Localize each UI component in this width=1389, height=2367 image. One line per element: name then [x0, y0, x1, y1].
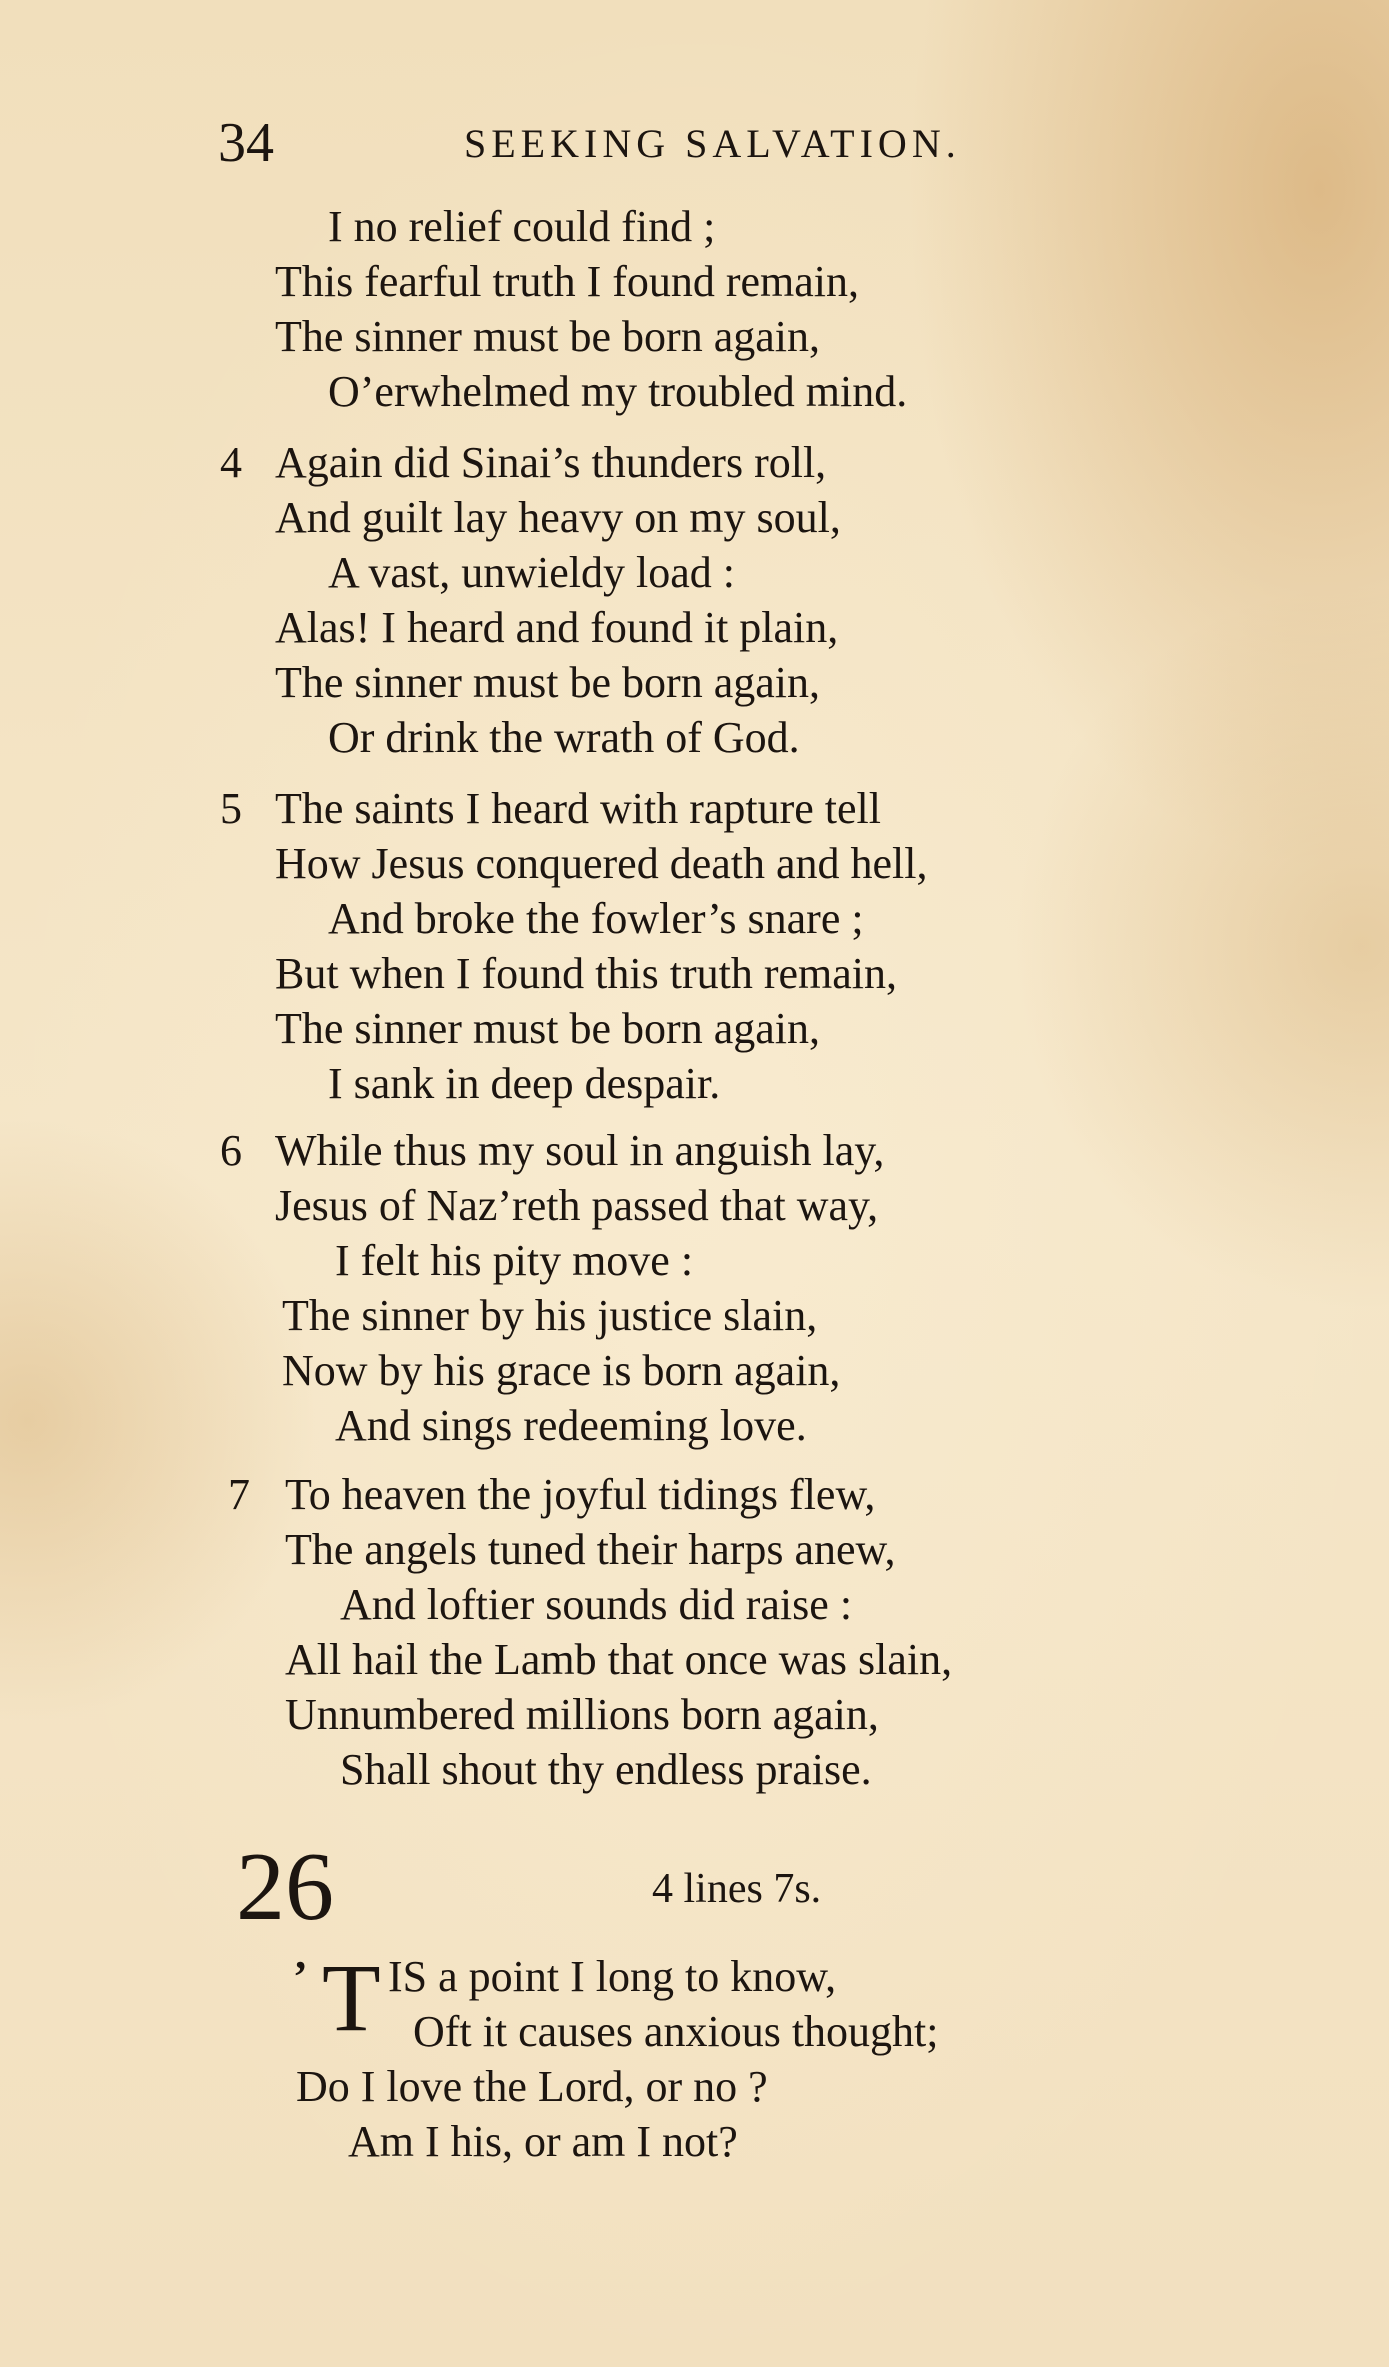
verse-line: To heaven the joyful tidings flew,	[285, 1470, 876, 1519]
running-title: SEEKING SALVATION.	[464, 121, 961, 166]
verse-number: 6	[220, 1126, 242, 1175]
verse-line: And broke the fowler’s snare ;	[328, 894, 864, 943]
verse-line: And guilt lay heavy on my soul,	[275, 493, 841, 542]
verse-line: The sinner by his justice slain,	[282, 1291, 818, 1340]
verse-line: The saints I heard with rapture tell	[275, 784, 882, 833]
verse-line: Unnumbered millions born again,	[285, 1690, 879, 1739]
verse-number: 7	[228, 1470, 250, 1519]
verse-line: Or drink the wrath of God.	[328, 713, 800, 762]
drop-apostrophe: ’	[293, 1952, 308, 2001]
page-header	[218, 108, 1118, 178]
verse-line: All hail the Lamb that once was slain,	[285, 1635, 953, 1684]
verse-line: While thus my soul in anguish lay,	[275, 1126, 885, 1175]
verse-line: Do I love the Lord, or no ?	[296, 2062, 768, 2111]
verse-line: I no relief could find ;	[328, 202, 716, 251]
verse-line: Oft it causes anxious thought;	[413, 2007, 939, 2056]
verse-number: 4	[220, 438, 242, 487]
verse-line: The sinner must be born again,	[275, 1004, 820, 1053]
verse-line: IS a point I long to know,	[388, 1952, 837, 2001]
hymn-meter: 4 lines 7s.	[652, 1866, 822, 1912]
verse-line: Alas! I heard and found it plain,	[275, 603, 839, 652]
verse-line: Again did Sinai’s thunders roll,	[275, 438, 827, 487]
page-number: 34	[218, 112, 274, 174]
verse-line: The angels tuned their harps anew,	[285, 1525, 896, 1574]
verse-number: 5	[220, 784, 242, 833]
verse-line: Shall shout thy endless praise.	[340, 1745, 872, 1794]
verse-line: The sinner must be born again,	[275, 312, 820, 361]
verse-line: But when I found this truth remain,	[275, 949, 898, 998]
verse-line: O’erwhelmed my troubled mind.	[328, 367, 908, 416]
verse-line: Now by his grace is born again,	[282, 1346, 841, 1395]
verse-line: A vast, unwieldy load :	[328, 548, 735, 597]
verse-line: I sank in deep despair.	[328, 1059, 721, 1108]
hymn-number: 26	[236, 1833, 334, 1941]
verse-line: This fearful truth I found remain,	[275, 257, 860, 306]
verse-line: And loftier sounds did raise :	[340, 1580, 853, 1629]
verse-line: The sinner must be born again,	[275, 658, 820, 707]
verse-line: Jesus of Naz’reth passed that way,	[275, 1181, 879, 1230]
verse-line: Am I his, or am I not?	[348, 2117, 738, 2166]
drop-cap: T	[322, 1944, 381, 2051]
verse-line: How Jesus conquered death and hell,	[275, 839, 928, 888]
verse-line: I felt his pity move :	[335, 1236, 694, 1285]
verse-line: And sings redeeming love.	[335, 1401, 807, 1450]
